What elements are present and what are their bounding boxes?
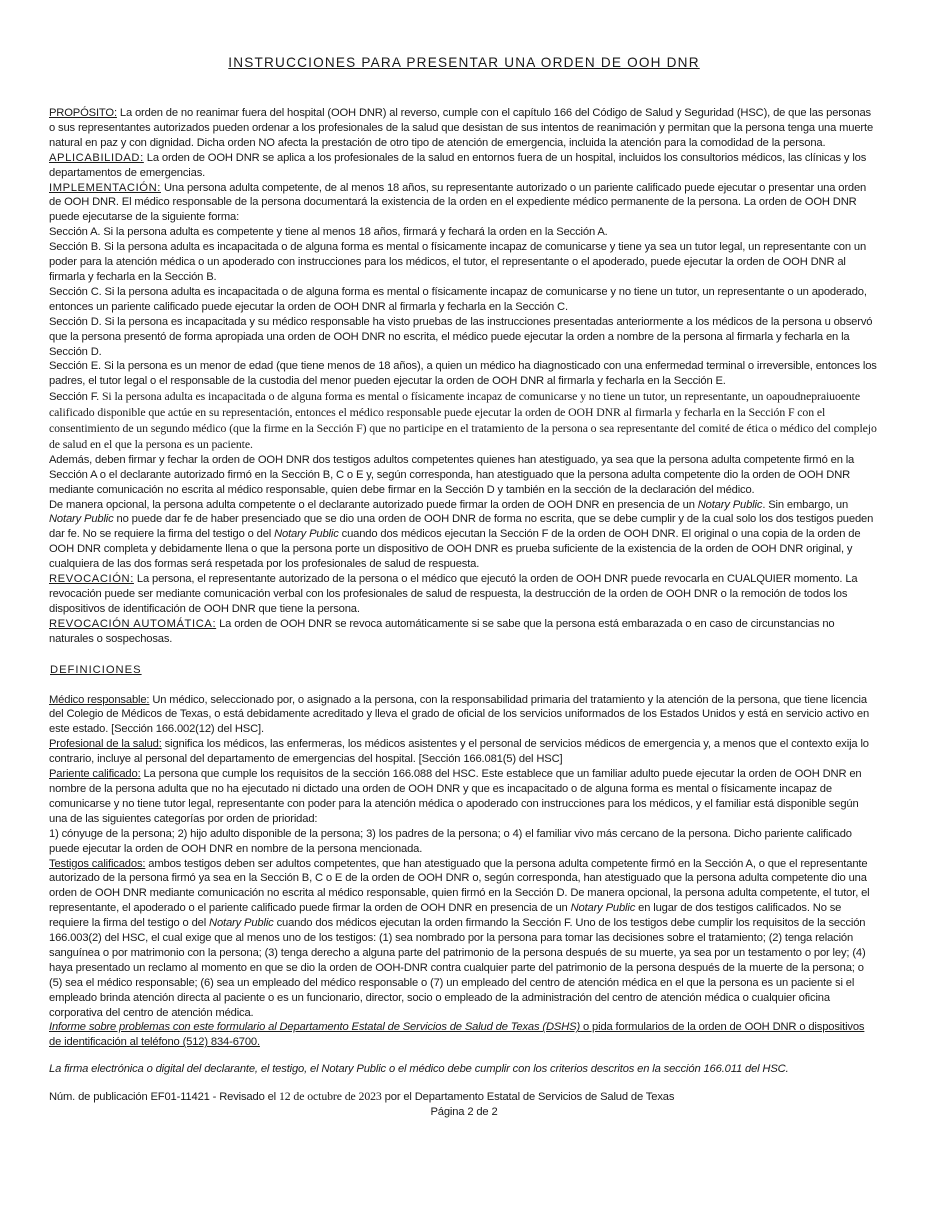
revocacion-automatica-paragraph	[49, 617, 879, 647]
revocacion-text: La persona, el representante autorizado de la persona o el médico que ejecutó la orden de OOH DNR puede revocarla en CUALQUIER momento. La revocación puede ser mediante comunicación verbal con los profesionales de salud de respuesta, la destrucción de la orden de OOH DNR o la remoción de todos los dispositivos de identificación de OOH DNR que tiene la persona.	[49, 573, 858, 615]
publication-line	[49, 1089, 879, 1105]
seccion-f-label: Sección F.	[49, 391, 100, 404]
definiciones-heading: DEFINICIONES	[50, 663, 142, 676]
def-pariente-lista: 1) cónyuge de la persona; 2) hijo adulto disponible de la persona; 3) los padres de la persona; o 4) el familiar vivo más cercano de la persona. Dicho pariente calificado puede ejecutar la orden de OOH DNR en nombre de la persona mencionada.	[49, 827, 852, 855]
firma-electronica-note: La firma electrónica o digital del declarante, el testigo, el Notary Public o el médico debe cumplir con los criterios descritos en la sección 166.011 del HSC.	[49, 1063, 789, 1076]
def-profesional-label: Profesional de la salud:	[49, 738, 162, 751]
implementacion-paragraph	[49, 181, 879, 226]
notary-public-1: Notary Public	[697, 498, 763, 511]
opcional-text-1: De manera opcional, la persona adulta competente o el declarante autorizado puede firmar la orden de OOH DNR en presencia de un	[49, 498, 698, 511]
proposito-text: La orden de no reanimar fuera del hospital (OOH DNR) al reverso, cumple con el capítulo 166 del Código de Salud y Seguridad (HSC), de que las personas o sus representantes autorizados pueden ordenar a los profesionales de la salud que desistan de sus intentos de reanimación y permitan que la persona tenga una muerte natural en paz y con dignidad. Dicha orden NO afecta la prestación de otro tipo de atención de emergencia, incluida la atención para la comodidad de la persona.	[49, 107, 874, 149]
def-pariente-text: La persona que cumple los requisitos de la sección 166.088 del HSC. Este establece que un familiar adulto puede ejecutar la orden de OOH DNR en nombre de la persona adulta que no ha ejecutado ni dictado una orden de OOH DNR y que es incapacitado o de alguna forma es mental o físicamente incapaz de comunicarse y no tiene tutor legal, representante con poder para la atención médica o apoderado con instrucciones para los médicos, y el familiar está disponible según una de las siguientes categorías por orden de prioridad:	[49, 768, 862, 825]
def-medico-text: Un médico, seleccionado por, o asignado a la persona, con la responsabilidad primaria del tratamiento y la atención de la persona, que tiene licencia del Colegio de Médicos de Texas, o está debidamente acreditado y lleva el grado de oficial de los servicios uniformados de los Estados Unidos y está en servicio activo en este estado. [Sección 166.002(12) del HSC].	[49, 693, 870, 736]
def-profesional-salud	[49, 737, 879, 767]
informe-paragraph	[49, 1020, 879, 1050]
page-title: INSTRUCCIONES PARA PRESENTAR UNA ORDEN DE OOH DNR	[228, 55, 700, 70]
notary-public-3: Notary Public	[274, 528, 339, 541]
document-page	[49, 54, 879, 1120]
seccion-f	[49, 389, 879, 453]
opcional-text-4: cuando dos médicos ejecutan la Sección F de la orden de OOH DNR. El original o una copia de la orden de OOH DNR completa y debidamente llena o que la persona porte un dispositivo de OOH DNR es prueba suficiente de la existencia de la orden de OOH DNR original, y cualquiera de las dos formas será respetada por los profesionales de salud de respuesta.	[49, 528, 861, 571]
seccion-d: Sección D. Si la persona es incapacitada y su médico responsable ha visto pruebas de las instrucciones presentadas anteriormente a los médicos de la persona u observó que la persona presentó de forma apropiada una orden de OOH DNR no escrita, el médico puede ejecutar la orden a nombre de la persona al firmarla y fecharla en la Sección D.	[49, 315, 873, 358]
def-profesional-text: significa los médicos, las enfermeras, los médicos asistentes y el personal de servicios médicos de emergencia y, a menos que el contexto exija lo contrario, incluye al personal del departamento de emergencias del hospital. [Sección 166.081(5) del HSC]	[49, 738, 869, 766]
revocacion-label: REVOCACIÓN:	[49, 573, 134, 586]
proposito-label: PROPÓSITO:	[49, 107, 117, 119]
publication-date: 12 de octubre de 2023	[278, 1089, 382, 1104]
def-testigos-calificados	[49, 857, 879, 1021]
revocacion-automatica-text: La orden de OOH DNR se revoca automáticamente si se sabe que la persona está embarazada o en caso de circunstancias no naturales o sospechosas.	[49, 617, 835, 645]
opcional-paragraph	[49, 498, 879, 573]
aplicabilidad-paragraph	[49, 151, 879, 181]
def-pariente-calificado	[49, 767, 879, 827]
seccion-c: Sección C. Si la persona adulta es incapacitada o de alguna forma es mental o físicamente incapaz de comunicarse y no tiene un tutor, un representante o un apoderado, entonces un pariente calificado puede ejecutar la orden de OOH DNR al firmarla y fecharla en la Sección C.	[49, 285, 867, 313]
proposito-paragraph	[49, 106, 879, 151]
page-number: Página 2 de 2	[430, 1106, 498, 1119]
def-testigos-notary-2: Notary Public	[209, 917, 274, 930]
seccion-b: Sección B. Si la persona adulta es incapacitada o de alguna forma es mental o físicamente incapaz de comunicarse y tiene ya sea un tutor legal, un representante con un poder para la atención médica o un apoderado con instrucciones para los médicos, el tutor, el representante o el apoderado, puede ejecutar la orden de OOH DNR al firmarla y fecharla en la Sección B.	[49, 241, 867, 283]
def-medico-responsable	[49, 693, 879, 738]
notary-public-2: Notary Public	[49, 513, 114, 526]
seccion-f-text: Si la persona adulta es incapacitada o de alguna forma es mental o físicamente incapaz de comunicarse y no tiene un tutor, un representante, un oapoudnepraiuoente calificado disponible que actúe en su representación, entonces el médico responsable puede ejecutar la orden de OOH DNR al firmarla y fecharla en la Sección F con el consentimiento de un segundo médico (que la firme en la Sección F) que no participe en el tratamiento de la persona o sea representante del comité de ética o médico del complejo de salud en el que la persona es un paciente.	[49, 389, 877, 451]
def-testigos-notary-1: Notary Public	[570, 902, 636, 915]
informe-text: o pida formularios de la orden de OOH DNR o dispositivos de identificación al teléfono (512) 834-6700.	[49, 1021, 865, 1049]
revocacion-paragraph	[49, 572, 879, 617]
opcional-text-3: no puede dar fe de haber presenciado que se dio una orden de OOH DNR de forma no escrita, que se debe cumplir y de la cual solo los dos testigos pueden dar fe. No se requiere la firma del testigo o del	[49, 513, 874, 541]
aplicabilidad-text: La orden de OOH DNR se aplica a los profesionales de la salud en entornos fuera de un hospital, incluidos los consultorios médicos, las clínicas y los departamentos de emergencias.	[49, 151, 867, 179]
def-pariente-label: Pariente calificado:	[49, 768, 141, 781]
ademas-paragraph: Además, deben firmar y fechar la orden de OOH DNR dos testigos adultos competentes quienes han atestiguado, ya sea que la persona adulta competente firmó en la Sección A o el declarante autorizado firmó en la Sección B, C o E y, según corresponda, han atestiguado que la persona adulta competente dio la orden de OOH DNR mediante comunicación no escrita al médico responsable, quien debe firmar en la Sección D y también en la sección de la declaración del médico.	[49, 453, 855, 496]
def-testigos-text-2: en lugar de dos testigos calificados. No se requiere la firma del testigo o del	[49, 902, 842, 930]
def-testigos-label: Testigos calificados:	[49, 857, 146, 870]
publication-number: Núm. de publicación EF01-11421 - Revisado el	[49, 1091, 279, 1104]
def-testigos-text-1: ambos testigos deben ser adultos competentes, que han atestiguado que la persona adulta competente firmó en la Sección A, o que el representante autorizado de la persona firmó ya sea en la Sección B, C o E de la orden de OOH DNR o, según corresponda, han atestiguado que la persona adulta competente dio una orden de OOH DNR mediante comunicación no escrita al médico responsable, quien firmó en la Sección D. De manera opcional, la persona adulta competente, el tutor, el representante, el apoderado o el pariente calificado puede firmar la orden de OOH DNR en presencia de un	[49, 857, 870, 915]
informe-italic: Informe sobre problemas con este formulario al Departamento Estatal de Servicios de Salud de Texas (DSHS)	[49, 1021, 581, 1034]
def-medico-label: Médico responsable:	[49, 693, 150, 706]
seccion-e: Sección E. Si la persona es un menor de edad (que tiene menos de 18 años), a quien un médico ha diagnosticado con una enfermedad terminal o irreversible, entonces los padres, el tutor legal o el responsable de la custodia del menor pueden ejecutar la orden de OOH DNR al firmarla y fecharla en la Sección E.	[49, 360, 877, 388]
revocacion-automatica-label: REVOCACIÓN AUTOMÁTICA:	[49, 617, 217, 630]
implementacion-label: IMPLEMENTACIÓN:	[49, 181, 161, 194]
implementacion-text: Una persona adulta competente, de al menos 18 años, su representante autorizado o un pariente calificado puede ejecutar o presentar una orden de OOH DNR. El médico responsable de la persona documentará la existencia de la orden en el expediente médico permanente de la persona. La orden de OOH DNR puede ejecutarse de la siguiente forma:	[49, 181, 867, 224]
opcional-text-2: . Sin embargo, un	[762, 498, 849, 511]
aplicabilidad-label: APLICABILIDAD:	[49, 151, 144, 164]
seccion-a: Sección A. Si la persona adulta es competente y tiene al menos 18 años, firmará y fechará la orden en la Sección A.	[49, 226, 608, 239]
publication-agency: por el Departamento Estatal de Servicios de Salud de Texas	[381, 1091, 675, 1104]
def-testigos-text-3: cuando dos médicos ejecutan la orden firmando la Sección F. Uno de los testigos debe cumplir los requisitos de la sección 166.003(2) del HSC, el cual exige que al menos uno de los testigos: (1) sea nombrado por la persona para tomar las decisiones sobre el tratamiento; (2) tenga relación sanguínea o por matrimonio con la persona; (3) tenga derecho a alguna parte del patrimonio de la persona después de su muerte, ya sea por un testamento o por ley; (4) haya presentado un reclamo al momento en que se dio la orden de OOH-DNR contra cualquier parte del patrimonio de la persona después de la muerte de la persona; o (5) sea el médico responsable; (6) sea un empleado del médico responsable o (7) un empleado del centro de atención médica en el que la persona es un paciente si el empleado brinda atención directa al paciente o es un funcionario, director, socio o empleado de la administración del centro de atención médica o cualquier oficina corporativa del centro de atención médica.	[49, 917, 866, 1019]
